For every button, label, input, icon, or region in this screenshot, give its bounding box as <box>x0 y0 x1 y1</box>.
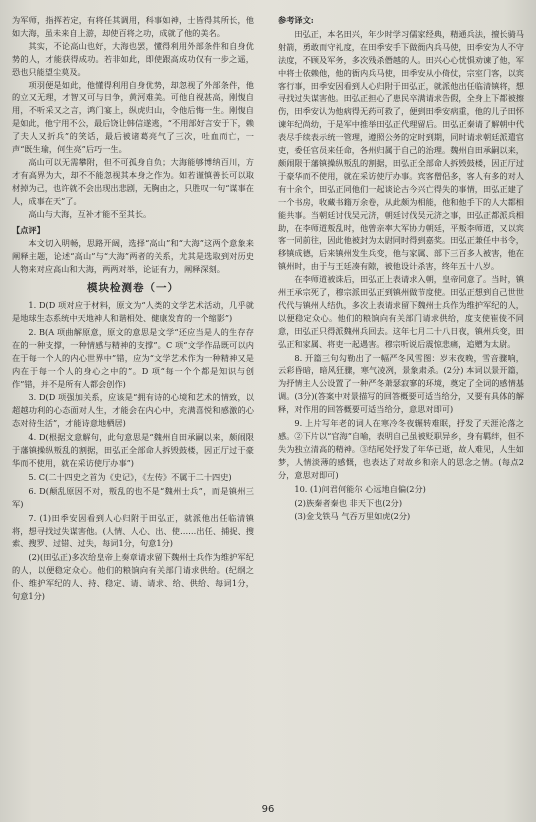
review-heading: 【点评】 <box>12 224 45 235</box>
answer-10-line-3: (3)金戈铁马 气吞万里如虎(2分) <box>294 511 411 522</box>
answer-8: 8. 开篇三句勾勒出了一幅严冬风雪图：岁末夜晚，雪音骤响，云彩昏暗，暗风狂骤，寒气凌冽，景象肃杀。(2分) 本词以景开篇，为抒情主人公设置了一种严冬萧瑟寂寥的环境，奠定了全词的感情基调。(3分)(答案中对景描写的回答概要可适当给分，又要有具体的解释，对作用的回答概要可适当给分，意思对即可) <box>278 352 524 415</box>
answer-1: 1. D(D 项对应于材料，原文为“人类的文学艺术活动，几乎就是地球生态系统中天地神人和谐相处、健康发育的一个缩影”) <box>12 300 254 324</box>
section-title: 模块检测卷（一） <box>87 282 179 295</box>
review-text: 本文切入明畅，思路开阔，选择“高山”和“大海”这两个意象来阐释主题，论述“高山”与“大海”两者的关系，尤其是选取到对历史人物来对应高山和大海，两两对举，论证有力，阐释深刻。 <box>12 238 254 275</box>
right-column <box>278 14 524 524</box>
page-number: 96 <box>261 804 275 815</box>
essay-paragraph-5: 高山与大海，互补才能不至其长。 <box>28 208 152 219</box>
answer-10-line-2: (2)族秦者秦也 非天下也(2分) <box>294 497 403 508</box>
answer-7-1: 7. (1)田季安因看到人心归附于田弘正，就派他出任临清镇将，想寻找过失谋害他。(人情、人心、出、使……出任、捕捉、搜索、搜罗、过错、过失，每词1分，句意1分) <box>12 512 254 549</box>
answer-5: 5. C(二十四史之首为《史记》，《左传》不属于二十四史) <box>28 471 232 482</box>
essay-paragraph-4: 高山可以无需攀附，但不可孤身自负；大海能够博纳百川，方才有高界为大，却不不能忽视其本身之作为。如若谨慎善长可以取材掉为己，也许就不会出现出悲剧，无胸由之，只胜叹一句“谋事在人，成事在天”了。 <box>12 156 254 206</box>
left-column <box>12 14 254 604</box>
essay-paragraph-2: 其实，不论高山也好，大海也罢，懂得利用外部条件和自身优势的人，才能获得成功。若非如此，即使跟高成功仅有一步之遥，恐也只能望尘莫及。 <box>12 40 254 77</box>
translation-heading: 参考译文: <box>278 15 314 25</box>
answer-9: 9. 上片写年老的词人在寒冷冬夜辗转难眠，抒发了天涯沦落之感。②下片以“官海”自喻，表明自己虽被贬职异乡，身有羁绊，但不失为独立清高的精神。③结尾处抒发了年华已逝，故人难见，人生如梦，人情淡薄的感慨，也表达了对故乡和亲人的思念之情。(每点2分，意思对即可) <box>278 418 524 480</box>
answer-2: 2. B(A 项曲解原意，原文的意思是文学“还应当是人的生存存在的一种支撑，一种情感与精神的支撑”。C 项“文学作品既可以内在于每一个人的内心世界中”错，应为“文学艺术作为一种精神又是内在于每一个人的身心之中的”。D 项“每一个个都是知识与创作”错，并不是所有人都会创作) <box>12 326 254 389</box>
answer-7-2: (2)(田弘正)多次给皇帝上奏章请求留下魏州士兵作为维护军纪的人，以便稳定众心。他们的粮饷向有关部门请求供给。(纪纲之仆、维护军纪的人、持、稳定、请、请求、给、供给、每词1分，句意1分) <box>12 552 254 602</box>
answer-4: 4. D(根据文意解句，此句意思是“魏州自田承嗣以来，颇闹限于藩镇操纵叛乱的割据，田弘正全部命人拆毁鼓楼，因正厅过于豪华而不使用，就在采访使厅办事”) <box>12 432 254 468</box>
answer-10-line-1: 10. (1)问君何能尔 心远地自偏(2分) <box>294 483 426 494</box>
translation-paragraph-1: 田弘正，本名田兴，年少时学习儒家经典，精通兵法，擅长骑马射箭，勇敢而守礼度，在田季安手下做衙内兵马使，田季安为人不守法度，不顾及军务，多次残杀僭越的人。田兴心心忧惧劝谏了他，军中将士依赖他，他的衙内兵马使，田季安从小倚仗，宗室门客，以宾客行事，田季安因看到人心归附于田弘正，就派他出任临清镇将，想寻找过失谋害他。田弘正担心了患民卒满请求告假，全身上下都被擦伤，田季安认为他病得无药可救了，便到田季安病重，他的儿子田怀谏年纪尚幼，于是军中推举田弘正代理留后。田弘正秦请了解朝中代表尽手续表示统一管理，遵照公务的定时到期，同时请求朝廷派遣官吏，委任官员来任命，各州归属于自己的治理。魏州自田承嗣以来，颇闹限于藩镇操纵叛乱的割据，田弘正全部命人拆毁鼓楼，因正厅过于豪华而不使用，就在采访使厅办事。宾客僧侣多，客人有多的对人有十余个，田弘正同他们一起谈论古今兴亡得失的事情，田弘正建了一个书房，收藏书籍万余卷，从此颇为相能，他和他手下的人大都相能共事。当朝廷讨伐吴元济，朝廷讨伐吴元济之事，田弘正都派兵相助，在李师道叛乱时，他曾亲率大军协力朝廷，平叛李师道，又以宾客一同前往，因此他被封为太尉同时得到嘉奖。田弘正兼任中书令，移镇成德，后来镇州发生兵变，他与家属、部下三百多人被害，他在镇州时，由于与王廷凑有隙，被他设计杀害，终年五十八岁。 <box>278 28 524 272</box>
essay-paragraph-1: 为军师，指挥若定，有将任其调用，科事如神，士皆得其所长，他如大海，虽未来自上游，却使百将之功，成就了他的美名。 <box>12 15 254 38</box>
translation-paragraph-2: 在李师道被诛后，田弘正上表请求入朝，皇帝同意了。当时，镇州王承宗死了，穆宗派田弘正到镇州做节度使。田弘正想到自己世世代代与镇州人结仇，多次上表请求留下魏州士兵作为维护军纪的人，以便稳定众心。他们的粮饷向有关部门请求供给，度支使崔倰不同意，田弘正只得派魏州兵回去。这年七月二十八日夜，镇州兵变，田弘正和家属、将吏一起遇害。穆宗听说后震惊悲痛，追赠为太尉。 <box>278 274 524 349</box>
answer-6: 6. D(颠乱原因不对，叛乱的也不是“魏州士兵”，而是镇州三军) <box>12 485 254 509</box>
essay-paragraph-3: 项羽便是如此，他懂得利用自身优势，却忽视了外部条件，他的立又无理，才智又可与日争，黄河难美。可他自视甚高，刚愎自用，不听采又之言，鸿门宴上，纵虎归山，令他后悔一生。刚愎自是如此，他宁用不公，最后饶让韩信遂逃，“不用部好言安于下，赖了夫人又折兵”的笑话，最后被诸葛亮气了三次，吐血而亡，一声“既生瑜，何生亮”后巧一生。 <box>12 79 254 155</box>
answer-3: 3. D(D 项强加关系，应该是“拥有诗的心境和艺术的情致，以超越功利的心态面对人生，才能会在内心中，充满喜悦和感激的心态对待生活”，才能诗意地栖居) <box>12 392 254 429</box>
